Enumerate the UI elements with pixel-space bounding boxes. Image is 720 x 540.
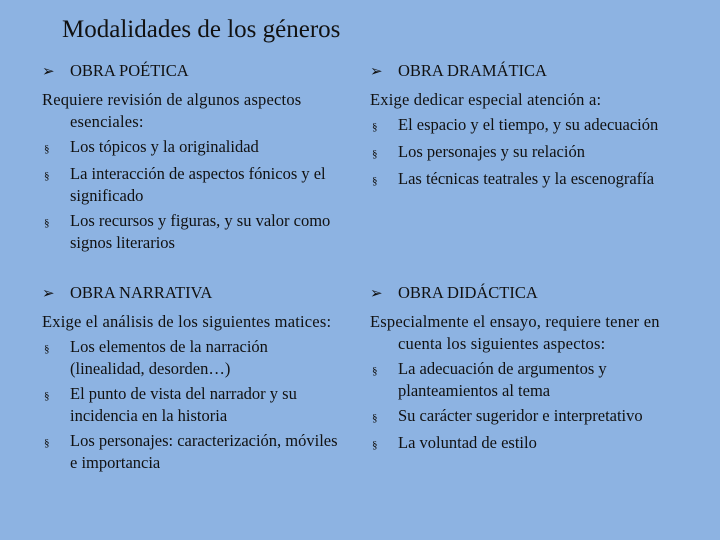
list-item-text: Las técnicas teatrales y la escenografía [398, 169, 655, 188]
list-item-text: Los personajes: caracterización, móviles e importancia [70, 431, 338, 472]
list-item [42, 383, 342, 427]
list-item-text: El punto de vista del narrador y su incidencia en la historia [70, 384, 297, 425]
section-heading [370, 60, 680, 83]
list-item-text: Su carácter sugeridor e interpretativo [398, 406, 643, 425]
section-heading-text: OBRA POÉTICA [70, 61, 189, 80]
list-item-text: La interacción de aspectos fónicos y el significado [70, 164, 326, 205]
list-item-text: Los personajes y su relación [398, 142, 585, 161]
list-item [370, 432, 680, 456]
square-bullet-icon: § [372, 121, 378, 133]
section-heading [42, 282, 342, 305]
list-item-text: Los elementos de la narración (linealidad, desorden…) [70, 337, 268, 378]
arrow-bullet-icon: ➢ [370, 64, 383, 80]
list-item-text: Los recursos y figuras, y su valor como signos literarios [70, 211, 331, 252]
arrow-bullet-icon: ➢ [42, 286, 55, 302]
section-heading [42, 60, 342, 83]
arrow-bullet-icon: ➢ [42, 64, 55, 80]
list-item [42, 136, 342, 160]
section-intro: Especialmente el ensayo, requiere tener en cuenta los siguientes aspectos: [370, 312, 660, 353]
section-heading-text: OBRA DIDÁCTICA [398, 283, 538, 302]
list-item [42, 163, 342, 207]
arrow-bullet-icon: ➢ [370, 286, 383, 302]
square-bullet-icon: § [372, 175, 378, 187]
section-intro: Exige el análisis de los siguientes matices: [42, 312, 332, 331]
list-item [42, 336, 342, 380]
square-bullet-icon: § [44, 143, 50, 155]
list-item-text: Los tópicos y la originalidad [70, 137, 259, 156]
list-item-text: El espacio y el tiempo, y su adecuación [398, 115, 659, 134]
section-intro: Exige dedicar especial atención a: [370, 90, 602, 109]
list-item-text: La voluntad de estilo [398, 433, 537, 452]
square-bullet-icon: § [44, 170, 50, 182]
list-item [370, 141, 680, 165]
section-obra-poetica [42, 60, 342, 254]
square-bullet-icon: § [44, 390, 50, 402]
section-heading-text: OBRA DRAMÁTICA [398, 61, 547, 80]
square-bullet-icon: § [44, 217, 50, 229]
list-item [370, 168, 680, 192]
square-bullet-icon: § [372, 148, 378, 160]
square-bullet-icon: § [44, 343, 50, 355]
section-intro: Requiere revisión de algunos aspectos esenciales: [42, 90, 302, 131]
square-bullet-icon: § [44, 437, 50, 449]
section-obra-didactica [370, 282, 680, 456]
section-heading [370, 282, 680, 305]
list-item [370, 405, 680, 429]
list-item [42, 210, 342, 254]
square-bullet-icon: § [372, 412, 378, 424]
list-item [370, 114, 680, 138]
square-bullet-icon: § [372, 365, 378, 377]
list-item-text: La adecuación de argumentos y planteamientos al tema [398, 359, 607, 400]
slide-title: Modalidades de los géneros [62, 16, 341, 43]
list-item [370, 358, 680, 402]
list-item [42, 430, 342, 474]
section-obra-dramatica [370, 60, 680, 192]
square-bullet-icon: § [372, 439, 378, 451]
section-heading-text: OBRA NARRATIVA [70, 283, 213, 302]
section-obra-narrativa [42, 282, 342, 474]
